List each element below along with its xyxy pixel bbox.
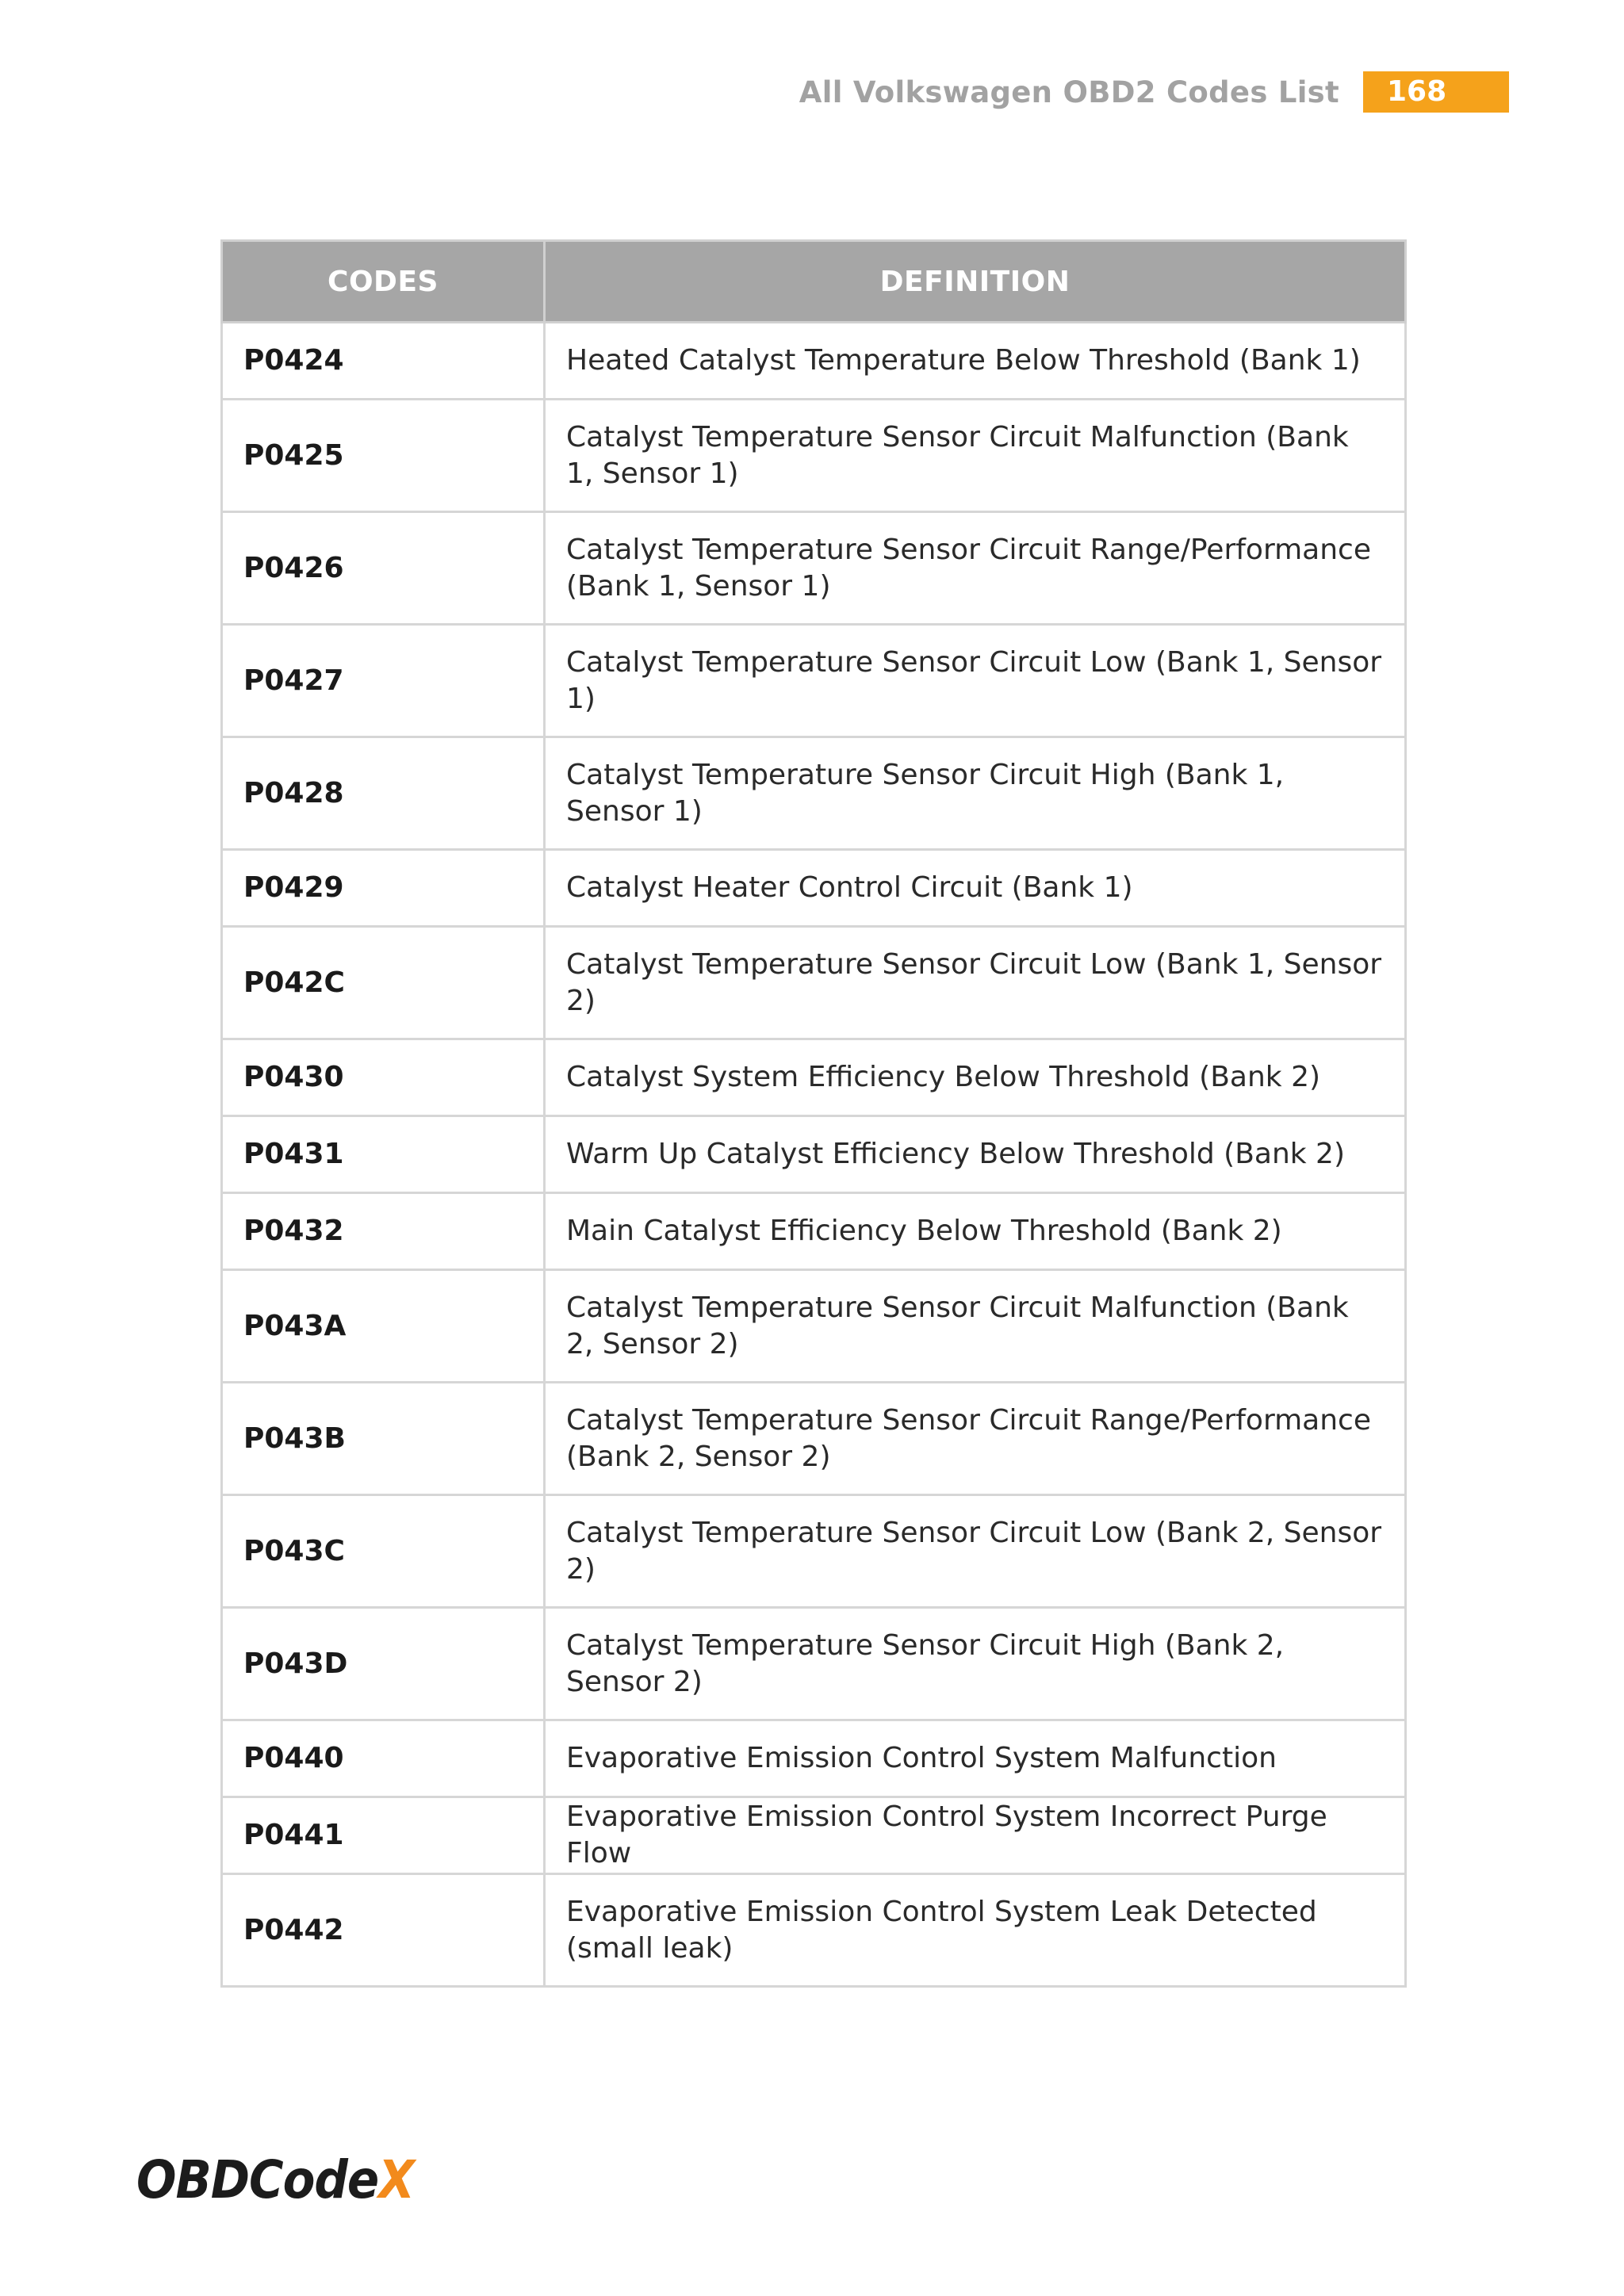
table-row: [222, 927, 1406, 1039]
page-number-badge: 168: [1363, 71, 1509, 113]
definition-cell: Catalyst Temperature Sensor Circuit Malfunction (Bank 2, Sensor 2): [545, 1270, 1406, 1383]
table-row: [222, 1720, 1406, 1797]
code-cell: P043D: [222, 1608, 545, 1720]
definition-cell: Catalyst Temperature Sensor Circuit Low (Bank 1, Sensor 1): [545, 625, 1406, 737]
table-row: [222, 625, 1406, 737]
obdcodex-logo: [136, 2149, 414, 2210]
table-row: [222, 512, 1406, 625]
code-cell: P043C: [222, 1495, 545, 1608]
code-cell: P0432: [222, 1193, 545, 1270]
table-row: [222, 1193, 1406, 1270]
table-row: [222, 1039, 1406, 1116]
definition-cell: Catalyst Temperature Sensor Circuit Range/Performance (Bank 1, Sensor 1): [545, 512, 1406, 625]
code-cell: P0440: [222, 1720, 545, 1797]
code-cell: P0429: [222, 850, 545, 927]
table-row: [222, 1874, 1406, 1987]
page-header: [799, 71, 1509, 113]
definition-cell: Catalyst Temperature Sensor Circuit High (Bank 1, Sensor 1): [545, 737, 1406, 850]
definition-cell: Catalyst System Efficiency Below Threshold (Bank 2): [545, 1039, 1406, 1116]
definition-cell: Evaporative Emission Control System Incorrect Purge Flow: [545, 1797, 1406, 1874]
table-row: [222, 1116, 1406, 1193]
table-row: [222, 1383, 1406, 1495]
table-row: [222, 400, 1406, 512]
table-row: [222, 323, 1406, 400]
definition-cell: Evaporative Emission Control System Malfunction: [545, 1720, 1406, 1797]
code-cell: P0427: [222, 625, 545, 737]
table-row: [222, 1608, 1406, 1720]
table-row: [222, 850, 1406, 927]
definition-cell: Catalyst Heater Control Circuit (Bank 1): [545, 850, 1406, 927]
column-header-definition: DEFINITION: [545, 241, 1406, 323]
code-cell: P0441: [222, 1797, 545, 1874]
definition-cell: Warm Up Catalyst Efficiency Below Threshold (Bank 2): [545, 1116, 1406, 1193]
table-row: [222, 737, 1406, 850]
table-row: [222, 1797, 1406, 1874]
code-cell: P0428: [222, 737, 545, 850]
definition-cell: Catalyst Temperature Sensor Circuit Low (Bank 2, Sensor 2): [545, 1495, 1406, 1608]
code-cell: P043B: [222, 1383, 545, 1495]
definition-cell: Catalyst Temperature Sensor Circuit Low (Bank 1, Sensor 2): [545, 927, 1406, 1039]
code-cell: P0442: [222, 1874, 545, 1987]
logo-x-accent: X: [378, 2149, 414, 2210]
code-cell: P0424: [222, 323, 545, 400]
table-row: [222, 1495, 1406, 1608]
table-row: [222, 1270, 1406, 1383]
codes-table: [220, 239, 1407, 1988]
definition-cell: Catalyst Temperature Sensor Circuit High (Bank 2, Sensor 2): [545, 1608, 1406, 1720]
definition-cell: Catalyst Temperature Sensor Circuit Range/Performance (Bank 2, Sensor 2): [545, 1383, 1406, 1495]
code-cell: P042C: [222, 927, 545, 1039]
code-cell: P0430: [222, 1039, 545, 1116]
definition-cell: Main Catalyst Efficiency Below Threshold (Bank 2): [545, 1193, 1406, 1270]
definition-cell: Heated Catalyst Temperature Below Threshold (Bank 1): [545, 323, 1406, 400]
logo-main-text: OBDCode: [136, 2149, 379, 2210]
code-cell: P043A: [222, 1270, 545, 1383]
code-cell: P0425: [222, 400, 545, 512]
definition-cell: Catalyst Temperature Sensor Circuit Malfunction (Bank 1, Sensor 1): [545, 400, 1406, 512]
code-cell: P0426: [222, 512, 545, 625]
code-cell: P0431: [222, 1116, 545, 1193]
definition-cell: Evaporative Emission Control System Leak Detected (small leak): [545, 1874, 1406, 1987]
document-title: All Volkswagen OBD2 Codes List: [799, 75, 1339, 109]
table-header-row: [222, 241, 1406, 323]
logo-wordmark: [136, 2151, 414, 2210]
column-header-codes: CODES: [222, 241, 545, 323]
